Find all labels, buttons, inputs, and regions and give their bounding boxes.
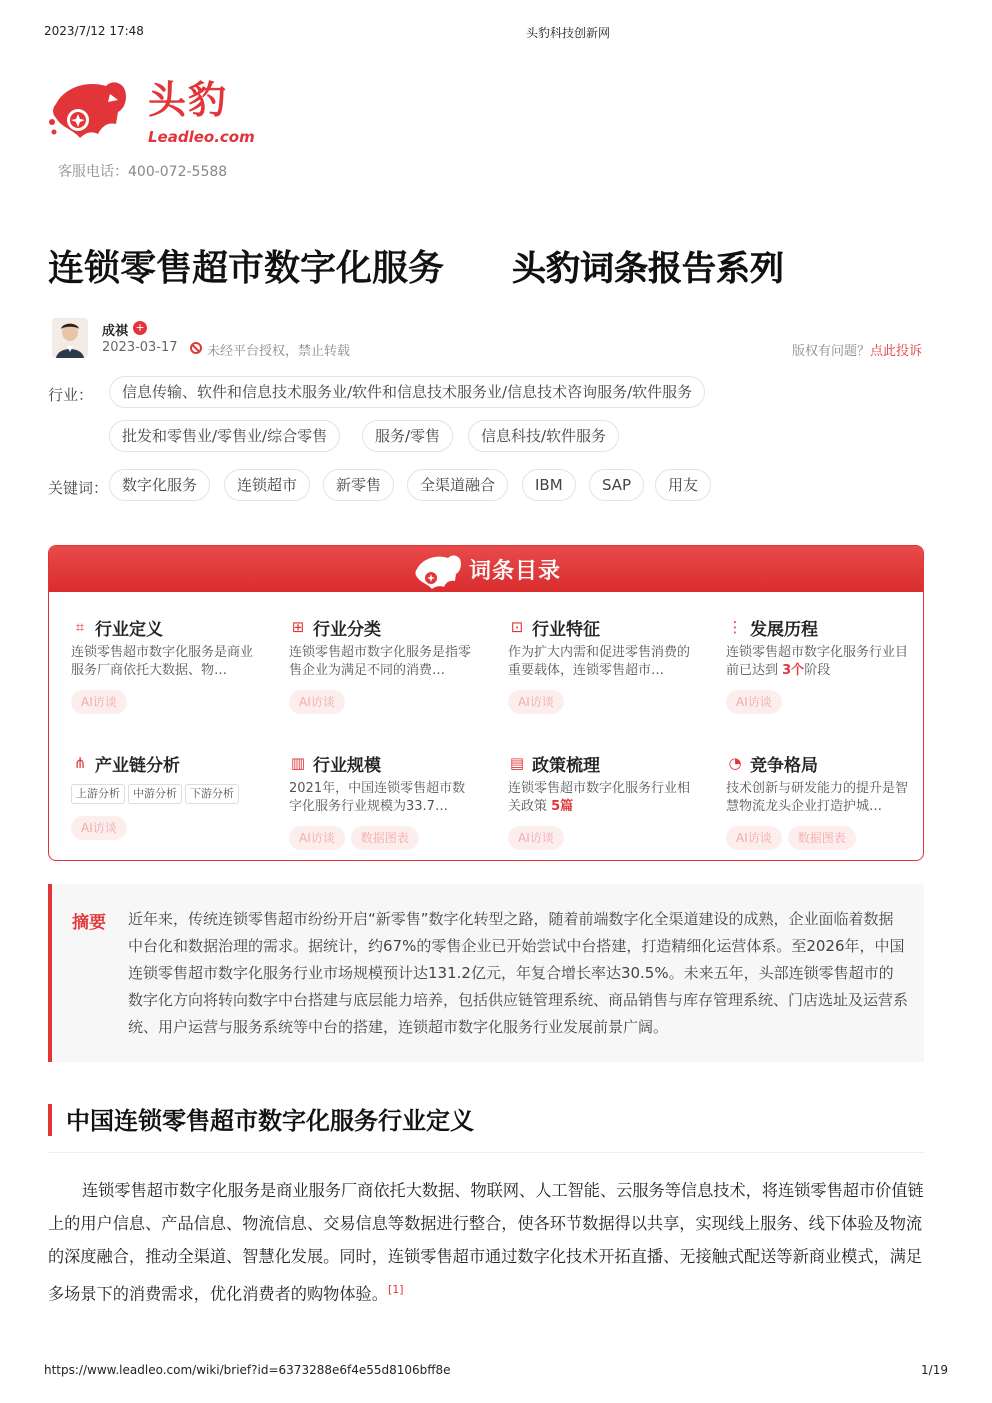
chain-icon: ⋔: [73, 754, 87, 772]
keyword-tag[interactable]: 新零售: [323, 469, 394, 501]
chain-tag-midstream[interactable]: 中游分析: [128, 784, 182, 804]
ai-interview-button[interactable]: AI访谈: [508, 690, 564, 714]
desc-text: 阶段: [804, 663, 831, 678]
keywords-label: 关键词：: [48, 479, 109, 497]
toc-item-desc: 连锁零售超市数字化服务是商业服务厂商依托大数据、物…: [71, 645, 254, 678]
section-accent-bar: [48, 1104, 52, 1136]
chain-tag-downstream[interactable]: 下游分析: [185, 784, 239, 804]
report-title: 连锁零售超市数字化服务: [48, 248, 445, 289]
ai-interview-button[interactable]: AI访谈: [508, 826, 564, 850]
section-divider: [48, 1152, 924, 1153]
industry-tag[interactable]: 服务/零售: [362, 420, 453, 452]
no-reprint-notice: 未经平台授权，禁止转载: [207, 344, 351, 359]
ai-interview-button[interactable]: AI访谈: [726, 826, 782, 850]
ai-interview-button[interactable]: AI访谈: [726, 690, 782, 714]
toc-item-features[interactable]: [508, 616, 694, 714]
follow-plus-icon[interactable]: +: [133, 321, 147, 335]
toc-item-desc: 2021年，中国连锁零售超市数字化服务行业规模为33.7…: [289, 781, 466, 814]
keyword-tag[interactable]: SAP: [589, 469, 644, 501]
report-series: 头豹词条报告系列: [512, 249, 784, 289]
copyright-notice: [792, 340, 922, 359]
toc-title: 词条目录: [469, 559, 562, 584]
toc-item-policy[interactable]: [508, 752, 694, 850]
toc-item-classification[interactable]: [289, 616, 475, 714]
toc-item-chain[interactable]: [71, 752, 257, 840]
industry-label: 行业：: [48, 386, 94, 404]
ai-interview-button[interactable]: AI访谈: [71, 816, 127, 840]
toc-item-title: 行业定义: [95, 619, 163, 640]
desc-text: 连锁零售超市数字化服务行业目前已达到: [726, 645, 909, 678]
toc-header: [49, 546, 923, 592]
author-avatar[interactable]: [52, 318, 88, 358]
page-number: 1/19: [921, 1363, 948, 1377]
toc-item-title: 竞争格局: [750, 755, 818, 776]
history-icon: ⋮: [727, 618, 743, 636]
section-body-text: 连锁零售超市数字化服务是商业服务厂商依托大数据、物联网、人工智能、云服务等信息技术，将连锁零售超市价值链上的用户信息、产品信息、物流信息、交易信息等数据进行整合，使各环节数据得以共享，实现线上服务、线下体验及物流的深度融合，推动全渠道、智慧化发展。同时，连锁零售超市通过数字化技术开拓直播、无接触式配送等新商业模式，满足多场景下的消费需求，优化消费者的购物体验。: [48, 1181, 924, 1304]
section-title: 中国连锁零售超市数字化服务行业定义: [66, 1107, 474, 1135]
footer-url: https://www.leadleo.com/wiki/brief?id=6373288e6f4e55d8106bff8e: [44, 1363, 451, 1377]
toc-item-desc: 作为扩大内需和促进零售消费的重要载体，连锁零售超市…: [508, 645, 691, 678]
ai-interview-button[interactable]: AI访谈: [71, 690, 127, 714]
chain-tag-upstream[interactable]: 上游分析: [71, 784, 125, 804]
keyword-tag[interactable]: 数字化服务: [109, 469, 210, 501]
toc-item-title: 行业分类: [313, 619, 381, 640]
features-icon: ⊡: [510, 618, 524, 636]
section-body: [48, 1174, 928, 1310]
publish-date: 2023-03-17: [102, 340, 178, 355]
copyright-question: 版权有问题？: [791, 344, 870, 359]
data-chart-button[interactable]: 数据图表: [351, 826, 419, 850]
ai-interview-button[interactable]: AI访谈: [289, 826, 345, 850]
leopard-logo-icon[interactable]: [46, 74, 130, 140]
print-site-title: 头豹科技创新网: [525, 26, 610, 40]
industry-tag[interactable]: 信息科技/软件服务: [468, 420, 619, 452]
author-name[interactable]: 成祺: [102, 324, 129, 339]
toc-item-title: 行业规模: [313, 755, 381, 776]
industry-tag[interactable]: 信息传输、软件和信息技术服务业/软件和信息技术服务业/信息技术咨询服务/软件服务: [109, 376, 705, 408]
toc-item-definition[interactable]: [71, 616, 257, 714]
industry-tag[interactable]: 批发和零售业/零售业/综合零售: [109, 420, 340, 452]
keyword-tag[interactable]: 连锁超市: [224, 469, 310, 501]
brand-name-cn[interactable]: 头豹: [148, 78, 229, 122]
data-chart-button[interactable]: 数据图表: [788, 826, 856, 850]
classification-icon: ⊞: [291, 618, 305, 636]
toc-item-desc: 技术创新与研发能力的提升是智慧物流龙头企业打造护城…: [726, 781, 909, 814]
toc-item-competition[interactable]: [726, 752, 912, 850]
competition-icon: ◔: [728, 754, 742, 772]
forbidden-icon: [190, 342, 202, 354]
desc-text: 连锁零售超市数字化服务行业相关政策: [508, 781, 691, 814]
policy-icon: ▤: [509, 754, 525, 772]
scale-icon: ▥: [290, 754, 306, 772]
keyword-tag[interactable]: 全渠道融合: [407, 469, 508, 501]
toc-item-title: 发展历程: [750, 619, 818, 640]
keyword-tag[interactable]: IBM: [522, 469, 576, 501]
toc-item-scale[interactable]: [289, 752, 475, 850]
abstract-label: 摘要: [72, 913, 106, 933]
toc-item-desc: 连锁零售超市数字化服务是指零售企业为满足不同的消费…: [289, 645, 472, 678]
ai-interview-button[interactable]: AI访谈: [289, 690, 345, 714]
hotline: 客服电话：400-072-5588: [58, 164, 228, 180]
toc-item-desc: [726, 644, 912, 680]
stage-count: 3个: [782, 663, 805, 678]
print-datetime: 2023/7/12 17:48: [44, 24, 144, 38]
toc-item-title: 行业特征: [532, 619, 600, 640]
definition-icon: ⌗: [75, 618, 85, 636]
keyword-tag[interactable]: 用友: [655, 469, 711, 501]
toc-item-desc: [508, 780, 694, 816]
reference-link[interactable]: [1]: [387, 1283, 404, 1296]
toc-item-title: 产业链分析: [95, 755, 180, 776]
complaint-link[interactable]: 点此投诉: [869, 344, 922, 359]
toc-item-title: 政策梳理: [532, 755, 600, 776]
leopard-icon: [411, 551, 463, 589]
abstract-box: [48, 884, 924, 1062]
toc-item-history[interactable]: [726, 616, 912, 714]
policy-count: 5篇: [551, 799, 574, 814]
brand-name-en[interactable]: Leadleo.com: [148, 128, 255, 146]
abstract-text: 近年来，传统连锁零售超市纷纷开启“新零售”数字化转型之路，随着前端数字化全渠道建设的成熟，企业面临着数据中台化和数据治理的需求。据统计，约67%的零售企业已开始尝试中台搭建，打造精细化运营体系。至2026年，中国连锁零售超市数字化服务行业市场规模预计达131.2亿元，年复合增长率达30.5%。未来五年，头部连锁零售超市的数字化方向将转向数字中台搭建与底层能力培养，包括供应链管理系统、商品销售与库存管理系统、门店选址及运营系统、用户运营与服务系统等中台的搭建，连锁超市数字化服务行业发展前景广阔。: [128, 910, 909, 1036]
toc-card: [48, 545, 924, 861]
